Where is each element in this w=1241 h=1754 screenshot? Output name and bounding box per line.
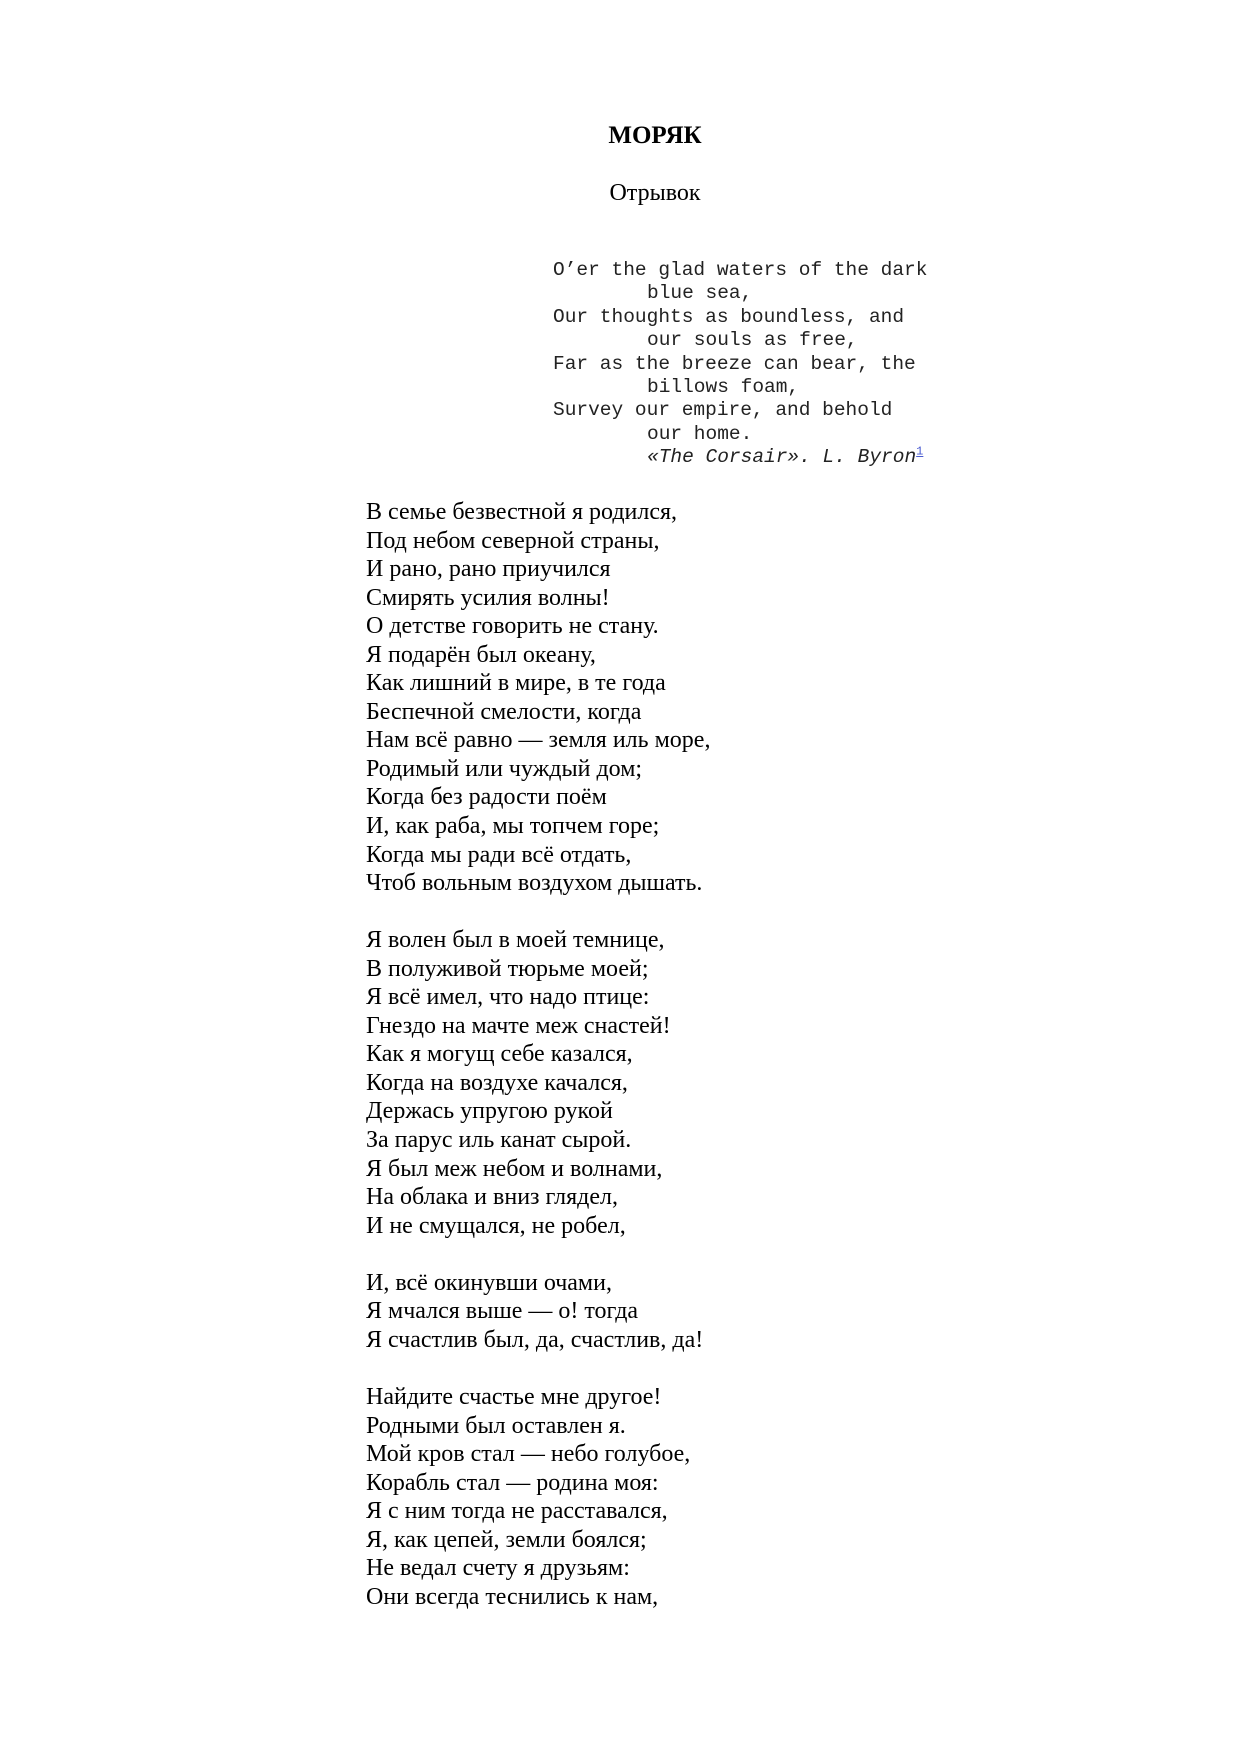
- footnote-link[interactable]: 1: [916, 444, 924, 459]
- stanza: [366, 498, 1066, 898]
- verse-line: О детстве говорить не стану.: [366, 613, 659, 640]
- epigraph-line: blue sea,: [647, 282, 753, 305]
- stanza: [366, 1269, 1066, 1355]
- epigraph-line: our home.: [647, 422, 753, 445]
- verse-line: Беспечной смелости, когда: [366, 698, 642, 725]
- poem-subtitle: Отрывок: [609, 180, 701, 206]
- verse-line: И, всё окинувши очами,: [366, 1269, 612, 1296]
- epigraph-line: Our thoughts as boundless, and: [553, 305, 905, 328]
- verse-line: Найдите счастье мне другое!: [366, 1383, 662, 1410]
- verse-line: Когда без радости поём: [366, 784, 607, 811]
- verse-line: За парус иль канат сырой.: [366, 1127, 632, 1154]
- verse-line: Я всё имел, что надо птице:: [366, 984, 650, 1011]
- verse-line: Под небом северной страны,: [366, 527, 660, 554]
- epigraph: [553, 259, 1013, 470]
- stanza: [366, 1383, 1066, 1611]
- verse-line: Когда мы ради всё отдать,: [366, 841, 632, 868]
- verse-line: Я был меж небом и волнами,: [366, 1155, 663, 1182]
- stanza: [366, 926, 1066, 1240]
- verse-line: Чтоб вольным воздухом дышать.: [366, 870, 703, 897]
- verse-line: Держась упругою рукой: [366, 1098, 613, 1125]
- epigraph-line: our souls as free,: [647, 329, 858, 352]
- verse-line: Я счастлив был, да, счастлив, да!: [366, 1326, 704, 1353]
- verse-line: На облака и вниз глядел,: [366, 1184, 618, 1211]
- verse-line: Родимый или чуждый дом;: [366, 755, 643, 782]
- verse-line: Я, как цепей, земли боялся;: [366, 1526, 647, 1553]
- epigraph-line: Far as the breeze can bear, the: [553, 352, 916, 375]
- verse-line: Я подарён был океану,: [366, 641, 596, 668]
- verse-line: Я волен был в моей темнице,: [366, 927, 665, 954]
- epigraph-line: billows foam,: [647, 376, 800, 399]
- verse-line: Когда на воздухе качался,: [366, 1069, 628, 1096]
- epigraph-attribution: [553, 446, 1013, 469]
- epigraph-line: Survey our empire, and behold: [553, 399, 893, 422]
- verse-line: Они всегда теснились к нам,: [366, 1583, 659, 1610]
- poem-body: [366, 498, 1066, 1640]
- verse-line: И не смущался, не робел,: [366, 1212, 626, 1239]
- verse-line: Я с ним тогда не расставался,: [366, 1498, 668, 1525]
- verse-line: И рано, рано приучился: [366, 556, 611, 583]
- verse-line: Корабль стал — родина моя:: [366, 1469, 659, 1496]
- verse-line: Как я могущ себе казался,: [366, 1041, 633, 1068]
- verse-line: Как лишний в мире, в те года: [366, 670, 666, 697]
- verse-line: В семье безвестной я родился,: [366, 499, 678, 525]
- verse-line: В полуживой тюрьме моей;: [366, 955, 649, 982]
- poem-title: МОРЯК: [608, 122, 702, 149]
- epigraph-attribution-text: «The Corsair». L. Byron: [647, 446, 917, 469]
- verse-line: Родными был оставлен я.: [366, 1412, 626, 1439]
- verse-line: Я мчался выше — о! тогда: [366, 1298, 639, 1325]
- verse-line: Нам всё равно — земля иль море,: [366, 727, 711, 754]
- epigraph-line: O’er the glad waters of the dark: [553, 259, 928, 281]
- verse-line: Гнездо на мачте меж снастей!: [366, 1012, 671, 1039]
- verse-line: И, как раба, мы топчем горе;: [366, 813, 660, 840]
- verse-line: Смирять усилия волны!: [366, 584, 610, 611]
- verse-line: Не ведал счету я друзьям:: [366, 1555, 630, 1582]
- verse-line: Мой кров стал — небо голубое,: [366, 1441, 691, 1468]
